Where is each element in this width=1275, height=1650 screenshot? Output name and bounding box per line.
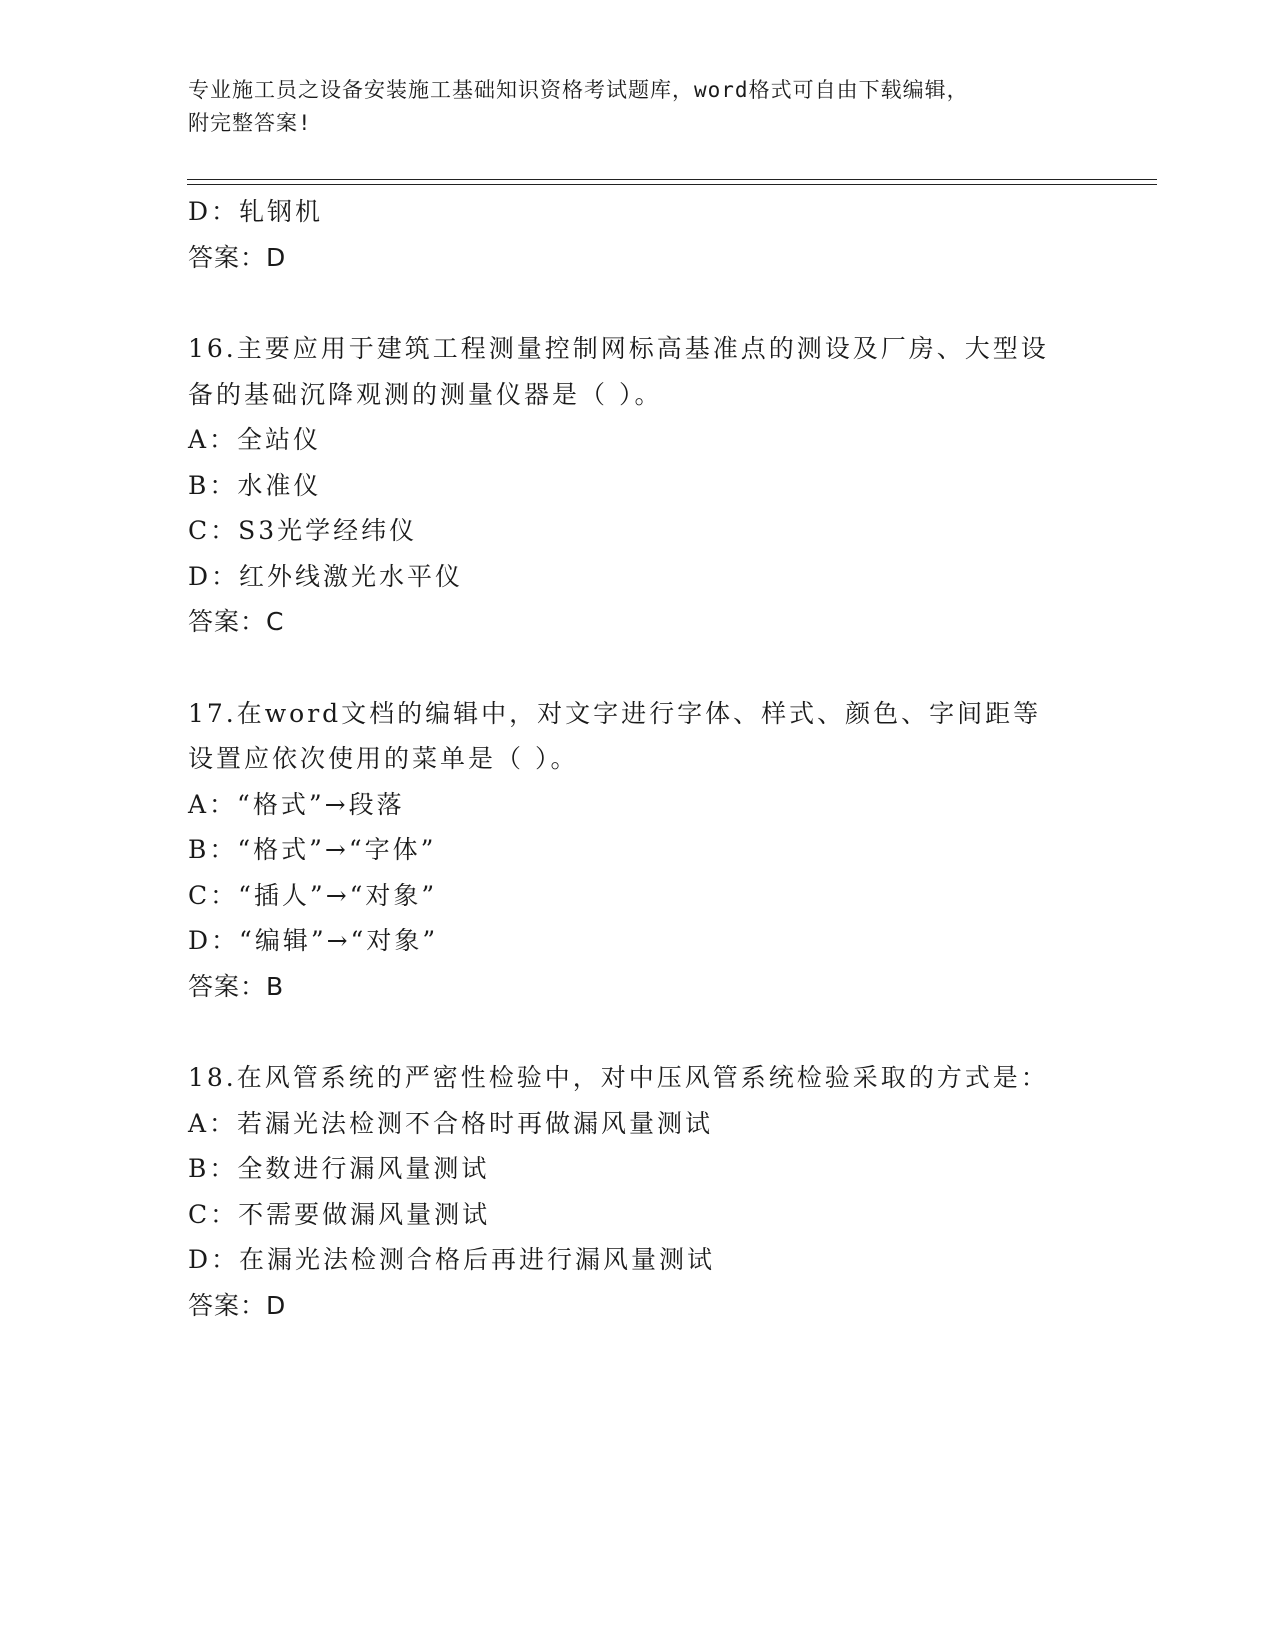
- answer: 答案：D: [188, 1290, 287, 1320]
- spacer: [188, 645, 1148, 691]
- answer: 答案：C: [188, 607, 285, 636]
- document-header: [188, 74, 1088, 140]
- header-line-1: 专业施工员之设备安装施工基础知识资格考试题库，word格式可自由下载编辑，: [188, 78, 969, 102]
- q15-option-d: D：轧钢机: [188, 197, 324, 226]
- option-b: B：水准仪: [188, 470, 322, 500]
- question-stem: 18.在风管系统的严密性检验中，对中压风管系统检验采取的方式是：: [188, 1063, 1049, 1092]
- header-divider-top: [187, 179, 1157, 180]
- option-b: B：全数进行漏风量测试: [188, 1154, 490, 1183]
- question-stem-cont: 备的基础沉降观测的测量仪器是（ ）。: [188, 379, 663, 409]
- document-body: [188, 189, 1148, 1328]
- option-c: C：“插人”→“对象”: [188, 880, 438, 910]
- spacer: [188, 280, 1148, 326]
- question-stem-cont: 设置应依次使用的菜单是（ ）。: [188, 744, 579, 773]
- option-d: D：“编辑”→“对象”: [188, 926, 439, 955]
- question-18: [188, 1055, 1148, 1328]
- option-b: B：“格式”→“字体”: [188, 835, 437, 864]
- question-stem: 17.在word文档的编辑中，对文字进行字体、样式、颜色、字间距等: [188, 698, 1042, 728]
- option-d: D：红外线激光水平仪: [188, 561, 464, 591]
- header-line-2: 附完整答案!: [188, 111, 312, 135]
- option-c: C：S3光学经纬仪: [188, 516, 418, 545]
- question-16: [188, 326, 1148, 645]
- header-divider-bottom: [187, 184, 1157, 185]
- question-17: [188, 691, 1148, 1010]
- option-a: A：“格式”→段落: [188, 789, 405, 819]
- option-a: A：若漏光法检测不合格时再做漏风量测试: [188, 1108, 714, 1138]
- spacer: [188, 1009, 1148, 1055]
- option-a: A：全站仪: [188, 425, 322, 454]
- answer: 答案：B: [188, 971, 285, 1001]
- option-d: D：在漏光法检测合格后再进行漏风量测试: [188, 1245, 716, 1274]
- question-stem: 16.主要应用于建筑工程测量控制网标高基准点的测设及厂房、大型设: [188, 334, 1049, 363]
- q15-answer: 答案：D: [188, 242, 287, 272]
- option-c: C：不需要做漏风量测试: [188, 1199, 491, 1229]
